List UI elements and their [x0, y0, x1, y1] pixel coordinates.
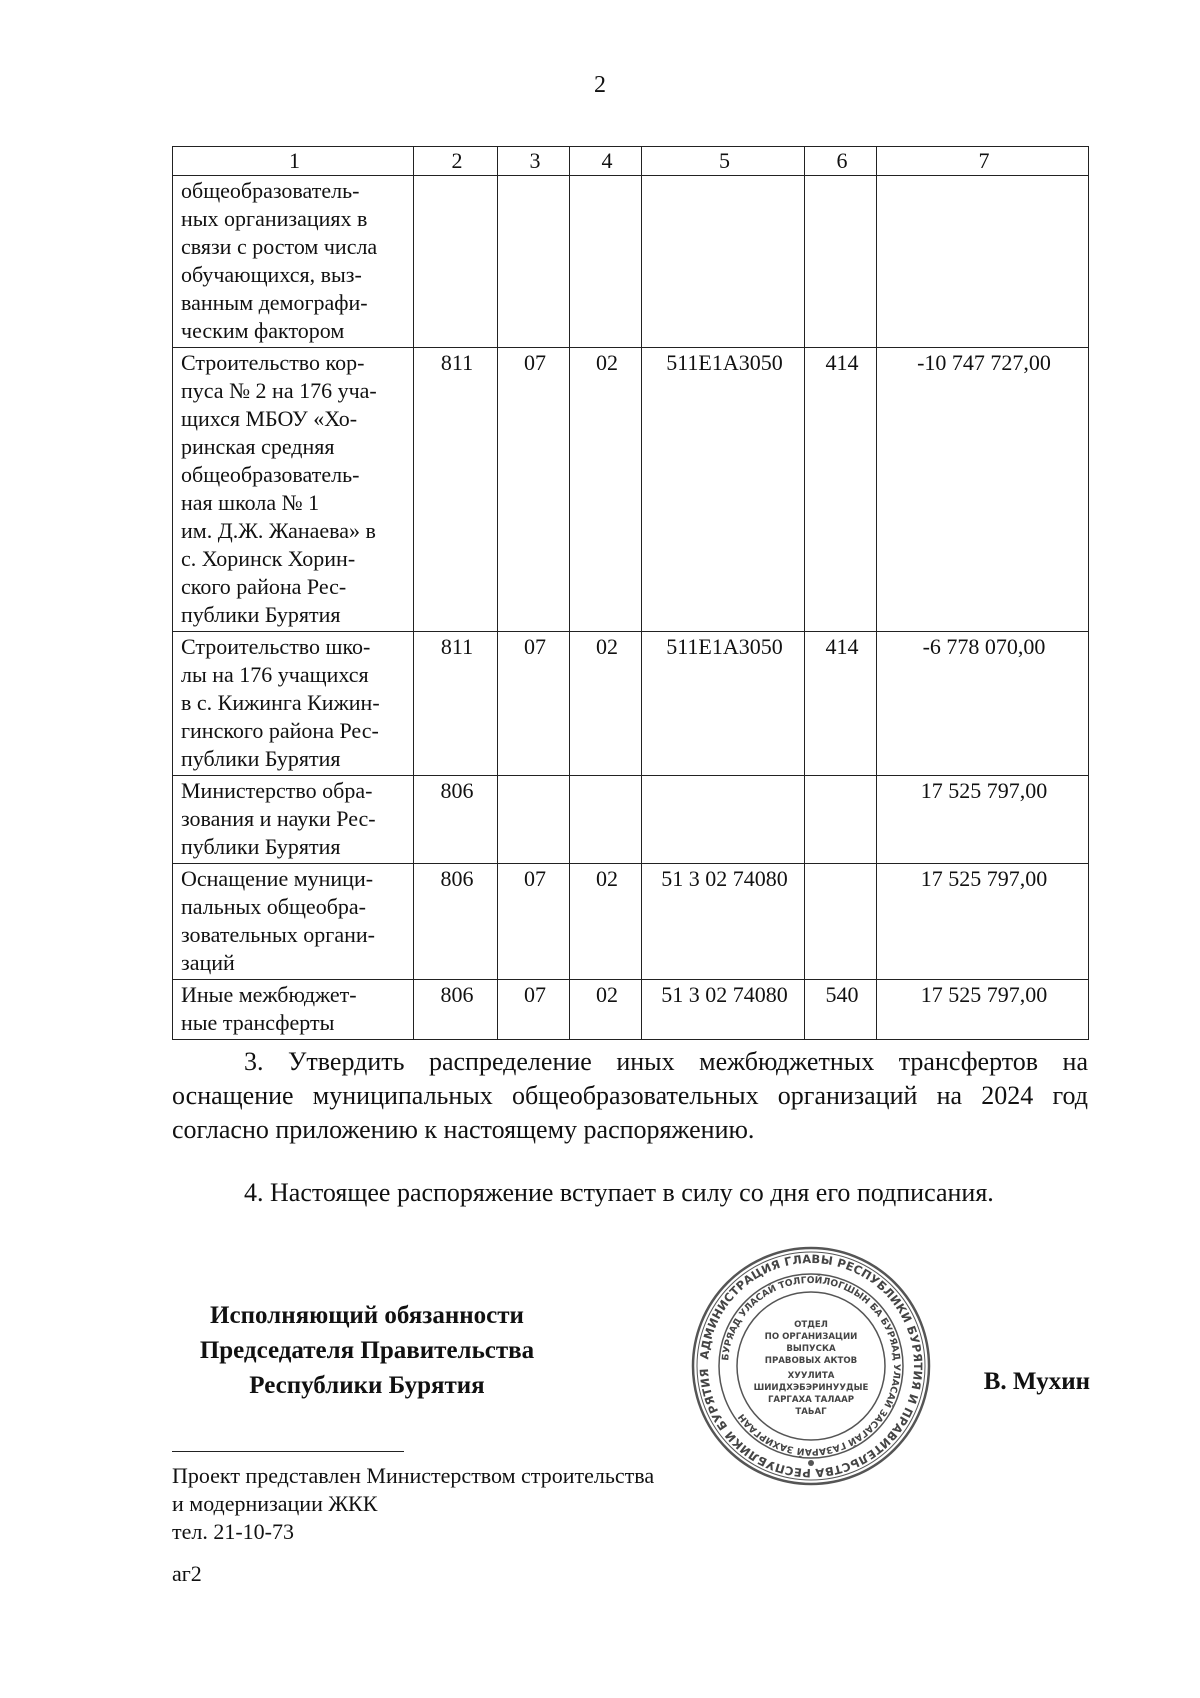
table-header-row [173, 147, 1089, 176]
cell-department [414, 176, 498, 348]
cell-section: 07 [498, 348, 570, 632]
cell-expense-type [805, 864, 877, 980]
seal-center-line: ГАРГАХА ТАЛААР [767, 1395, 855, 1405]
cell-name: общеобразователь- ных организациях в связи с ростом числа обучающихся, выз- ванным демографи- ческим фактором [173, 176, 414, 348]
footnote-line-3: тел. 21-10-73 [172, 1519, 295, 1544]
footnote-line-2: и модернизации ЖКК [172, 1491, 378, 1516]
cell-department: 811 [414, 632, 498, 776]
cell-section [498, 776, 570, 864]
column-header: 7 [877, 147, 1089, 176]
column-header: 2 [414, 147, 498, 176]
cell-amount: 17 525 797,00 [877, 980, 1089, 1040]
cell-department: 811 [414, 348, 498, 632]
cell-section [498, 176, 570, 348]
cell-amount [877, 176, 1089, 348]
table-row [173, 176, 1089, 348]
seal-center-line: ШИИДХЭБЭРИНУУДЫЕ [753, 1383, 869, 1393]
cell-subsection [570, 776, 642, 864]
signer-title [172, 1298, 562, 1403]
cell-amount: -6 778 070,00 [877, 632, 1089, 776]
cell-target-article: 511E1A3050 [642, 632, 805, 776]
table-row [173, 348, 1089, 632]
seal-inner-ring [737, 1292, 885, 1440]
seal-center-line: ВЫПУСКА [786, 1344, 836, 1354]
cell-name: Строительство шко- лы на 176 учащихся в с. Кижинга Кижин- гинского района Рес- публики Бурятия [173, 632, 414, 776]
cell-amount: 17 525 797,00 [877, 776, 1089, 864]
footnote-line-1: Проект представлен Министерством строительства [172, 1463, 655, 1488]
paragraph-4: 4. Настоящее распоряжение вступает в силу со дня его подписания. [244, 1178, 994, 1207]
cell-amount: 17 525 797,00 [877, 864, 1089, 980]
signer-line-3: Республики Бурятия [249, 1372, 485, 1399]
cell-expense-type [805, 776, 877, 864]
cell-expense-type: 414 [805, 348, 877, 632]
seal-center-line: ТАЬАГ [795, 1407, 827, 1417]
column-header: 1 [173, 147, 414, 176]
budget-table [172, 146, 1089, 1040]
cell-subsection: 02 [570, 348, 642, 632]
official-seal [690, 1245, 932, 1487]
cell-target-article [642, 176, 805, 348]
document-code: аг2 [172, 1561, 202, 1586]
seal-star-icon [808, 1460, 814, 1466]
seal-center-line: ХУУЛИТА [787, 1371, 835, 1381]
cell-department: 806 [414, 864, 498, 980]
cell-department: 806 [414, 980, 498, 1040]
column-header: 4 [570, 147, 642, 176]
cell-target-article: 51 3 02 74080 [642, 980, 805, 1040]
footnote [172, 1462, 654, 1546]
seal-outer-text: АДМИНИСТРАЦИЯ ГЛАВЫ РЕСПУБЛИКИ БУРЯТИЯ И ПРАВИТЕЛЬСТВА РЕСПУБЛИКИ БУРЯТИЯ [696, 1251, 926, 1481]
cell-expense-type: 414 [805, 632, 877, 776]
column-header: 3 [498, 147, 570, 176]
table-body [173, 176, 1089, 1040]
cell-subsection: 02 [570, 864, 642, 980]
signatory-name: В. Мухин [983, 1368, 1090, 1395]
cell-section: 07 [498, 864, 570, 980]
cell-name: Оснащение муници- пальных общеобра- зовательных органи- заций [173, 864, 414, 980]
cell-target-article: 511E1A3050 [642, 348, 805, 632]
cell-department: 806 [414, 776, 498, 864]
cell-name: Министерство обра- зования и науки Рес- публики Бурятия [173, 776, 414, 864]
seal-center-line: ПО ОРГАНИЗАЦИИ [764, 1332, 858, 1342]
footnote-divider [172, 1451, 404, 1452]
table-row [173, 864, 1089, 980]
cell-name: Иные межбюджет- ные трансферты [173, 980, 414, 1040]
cell-expense-type: 540 [805, 980, 877, 1040]
signer-line-2: Председателя Правительства [199, 1337, 535, 1364]
seal-center-line: ОТДЕЛ [794, 1320, 828, 1330]
cell-subsection: 02 [570, 632, 642, 776]
cell-amount: -10 747 727,00 [877, 348, 1089, 632]
paragraph-3: 3. Утвердить распределение иных межбюджетных трансфертов на оснащение муниципальных общеобразовательных организаций на 2024 год согласно приложению к настоящему распоряжению. [172, 1047, 1088, 1144]
cell-target-article [642, 776, 805, 864]
column-header: 5 [642, 147, 805, 176]
seal-inner-ring-text: БУРЯАД УЛАСАЙ ТОЛГОЙЛОГШЫН БА БУРЯАД УЛАСАЙ ЗАСАГАЙ ГАЗАРАЙ ЗАХИРГААН [720, 1274, 903, 1458]
page-number: 2 [594, 72, 606, 98]
seal-center-line: ПРАВОВЫХ АКТОВ [764, 1356, 858, 1366]
signer-line-1: Исполняющий обязанности [210, 1302, 524, 1329]
table-row [173, 776, 1089, 864]
table-row [173, 980, 1089, 1040]
column-header: 6 [805, 147, 877, 176]
table-row [173, 632, 1089, 776]
cell-target-article: 51 3 02 74080 [642, 864, 805, 980]
cell-section: 07 [498, 632, 570, 776]
cell-name: Строительство кор- пуса № 2 на 176 уча- щихся МБОУ «Хо- ринская средняя общеобразователь- ная школа № 1 им. Д.Ж. Жанаева» в с. Хоринск Хорин- ского района Рес- публики Бурятия [173, 348, 414, 632]
cell-subsection: 02 [570, 980, 642, 1040]
cell-subsection [570, 176, 642, 348]
cell-expense-type [805, 176, 877, 348]
cell-section: 07 [498, 980, 570, 1040]
